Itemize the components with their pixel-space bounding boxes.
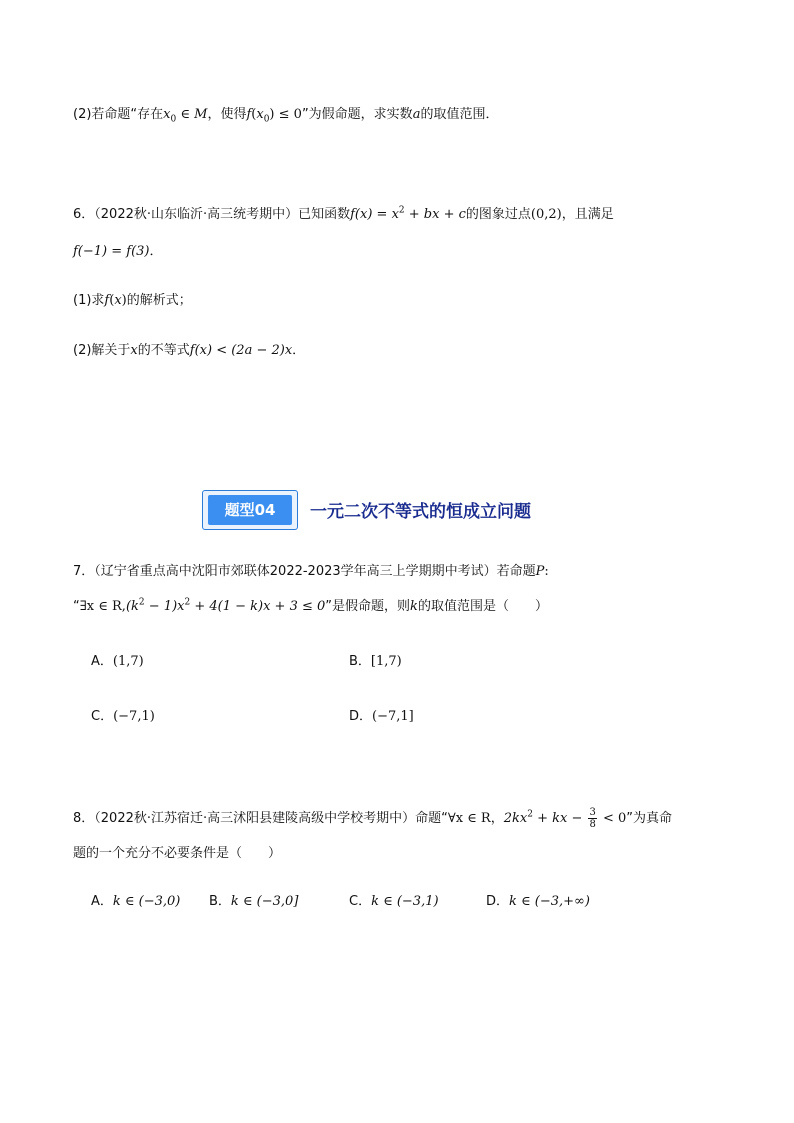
q8-option-b-value: k ∈ (−3,0] — [230, 894, 299, 909]
q7-option-a-label: A． — [91, 654, 113, 669]
q8-forall: ∀x ∈ R — [447, 811, 491, 826]
q5-x0: x — [163, 107, 171, 122]
q8-option-d[interactable] — [486, 892, 590, 912]
q6-part2-end: ． — [292, 343, 306, 358]
q8-end: ”为真命 — [626, 811, 673, 826]
q6-condition — [73, 242, 163, 262]
q5-part2: (2)若命题“存在$x_0$ ∈ M，使得$f(x_0) \le 0$”为假命题，求实数a的取值范围． — [73, 107, 499, 125]
q7-P: P — [535, 564, 545, 579]
section-title: 一元二次不等式的恒成立问题 — [310, 502, 531, 522]
q8-option-a[interactable] — [91, 892, 180, 912]
q8-option-a-value: k ∈ (−3,0) — [112, 894, 181, 909]
q5-leq: ≤ 0 — [274, 107, 302, 122]
q6-func: f(x) = x — [350, 207, 399, 222]
q7-option-a-value: (1,7) — [112, 654, 144, 669]
q8-option-a-label: A． — [91, 894, 113, 909]
q7-statement: “∃x ∈ $R,(k^2 - 1)x^2 + 4(1 - k)x + 3 \le 0$”是假命题，则k的取值范围是（ ） — [73, 597, 548, 614]
q8-frac-den: 8 — [589, 819, 596, 830]
q8-option-b-label: B． — [209, 894, 231, 909]
q8-frac-num: 3 — [589, 807, 596, 818]
q6-part1: (1)求f(x)的解析式； — [73, 293, 192, 308]
q7-mid-term: − 1)x — [144, 599, 185, 614]
q5-part2-text-d: 的取值范围． — [420, 107, 499, 122]
q8-expr-c: < 0 — [598, 811, 627, 826]
q7-source: 7．（辽宁省重点高中沈阳市郊联体2022-2023学年高三上学期期中考试）若命题 — [73, 564, 536, 579]
q7-k: k — [410, 599, 418, 614]
section-badge — [202, 490, 298, 530]
q7-option-d-label: D． — [349, 709, 373, 724]
q7-option-b-label: B． — [349, 654, 371, 669]
q6-part2-text-b: 的不等式 — [137, 343, 190, 358]
q5-part2-text-c: ”为假命题，求实数 — [301, 107, 413, 122]
section-badge-label: 题型04 — [208, 495, 292, 525]
q7-option-d-value: (−7,1] — [372, 709, 414, 724]
q8-option-d-label: D． — [486, 894, 510, 909]
q6-part2-text-a: (2)解关于 — [73, 343, 131, 358]
q6-cond: f(−1) = f(3) — [73, 244, 150, 259]
q7-option-b-value: [1,7) — [370, 654, 402, 669]
q7-option-c[interactable] — [91, 707, 155, 727]
q8-option-c-value: k ∈ (−3,1) — [371, 894, 439, 909]
q7-option-b[interactable] — [349, 652, 402, 672]
q6-part1-x: x — [114, 293, 122, 308]
q8-option-c[interactable] — [349, 892, 439, 912]
q8-fraction — [588, 807, 596, 830]
q6-source: 6．（2022秋·山东临沂·高三统考期中）已知函数 — [73, 207, 351, 222]
q6-part2-x: x — [130, 343, 138, 358]
q6-point: (0,2) — [530, 207, 562, 222]
q7-option-a[interactable] — [91, 652, 144, 672]
q7-quote-open: “ — [73, 599, 80, 614]
q8-expr-a: 2kx — [503, 811, 528, 826]
q6-cond-end: ． — [149, 244, 163, 259]
q7-ask: 的取值范围是（ ） — [417, 599, 548, 614]
q6-part1-text-b: 的解析式； — [126, 293, 192, 308]
q7-colon: : — [544, 564, 549, 579]
q8-comma: ， — [490, 811, 504, 826]
q6-stem: 6．（2022秋·山东临沂·高三统考期中）已知函数$f(x) = x^2$ + bx + c的图象过点(0,2)，且满足 — [73, 205, 614, 222]
q6-end: ，且满足 — [561, 207, 614, 222]
q7-rest-term: + 4(1 − k)x + 3 ≤ 0 — [190, 599, 326, 614]
q6-part2-ineq: f(x) < (2a − 2)x — [189, 343, 293, 358]
q6-part2 — [73, 341, 305, 361]
q5-f: f — [246, 107, 252, 122]
q8-source: 8．（2022秋·江苏宿迁·高三沭阳县建陵高级中学校考期中）命题“ — [73, 811, 448, 826]
q7-option-d[interactable] — [349, 707, 414, 727]
q8-stem-line2 — [73, 844, 281, 864]
q7-stem — [73, 562, 549, 582]
q8-stem: 8．（2022秋·江苏宿迁·高三沭阳县建陵高级中学校考期中）命题“∀x ∈ R，$2kx^2$ + kx − $\frac{3}{8}$ < 0”为真命 — [73, 807, 673, 830]
q5-a-var: a — [412, 107, 421, 122]
q7-option-c-value: (−7,1) — [113, 709, 155, 724]
q6-part1-f: f — [104, 293, 110, 308]
q6-func-rest: + bx + c — [404, 207, 466, 222]
q6-mid: 的图象过点 — [465, 207, 531, 222]
q8-option-d-value: k ∈ (−3,+∞) — [509, 894, 590, 909]
q8-line2: 题的一个充分不必要条件是（ ） — [73, 846, 282, 861]
q7-k-term: (k — [125, 599, 139, 614]
q7-exists: ∃x ∈ R, — [79, 599, 126, 614]
q6-part1-text-a: (1)求 — [73, 293, 105, 308]
q5-part2-text-a: (2)若命题“存在 — [73, 107, 164, 122]
q5-in: ∈ — [176, 107, 195, 122]
q5-M: M — [194, 107, 208, 122]
q8-option-c-label: C． — [349, 894, 372, 909]
q5-part2-text-b: ，使得 — [207, 107, 247, 122]
q7-quote-close: ”是假命题，则 — [325, 599, 411, 614]
q7-option-c-label: C． — [91, 709, 114, 724]
q8-option-b[interactable] — [209, 892, 298, 912]
q8-expr-b: + kx − — [532, 811, 587, 826]
